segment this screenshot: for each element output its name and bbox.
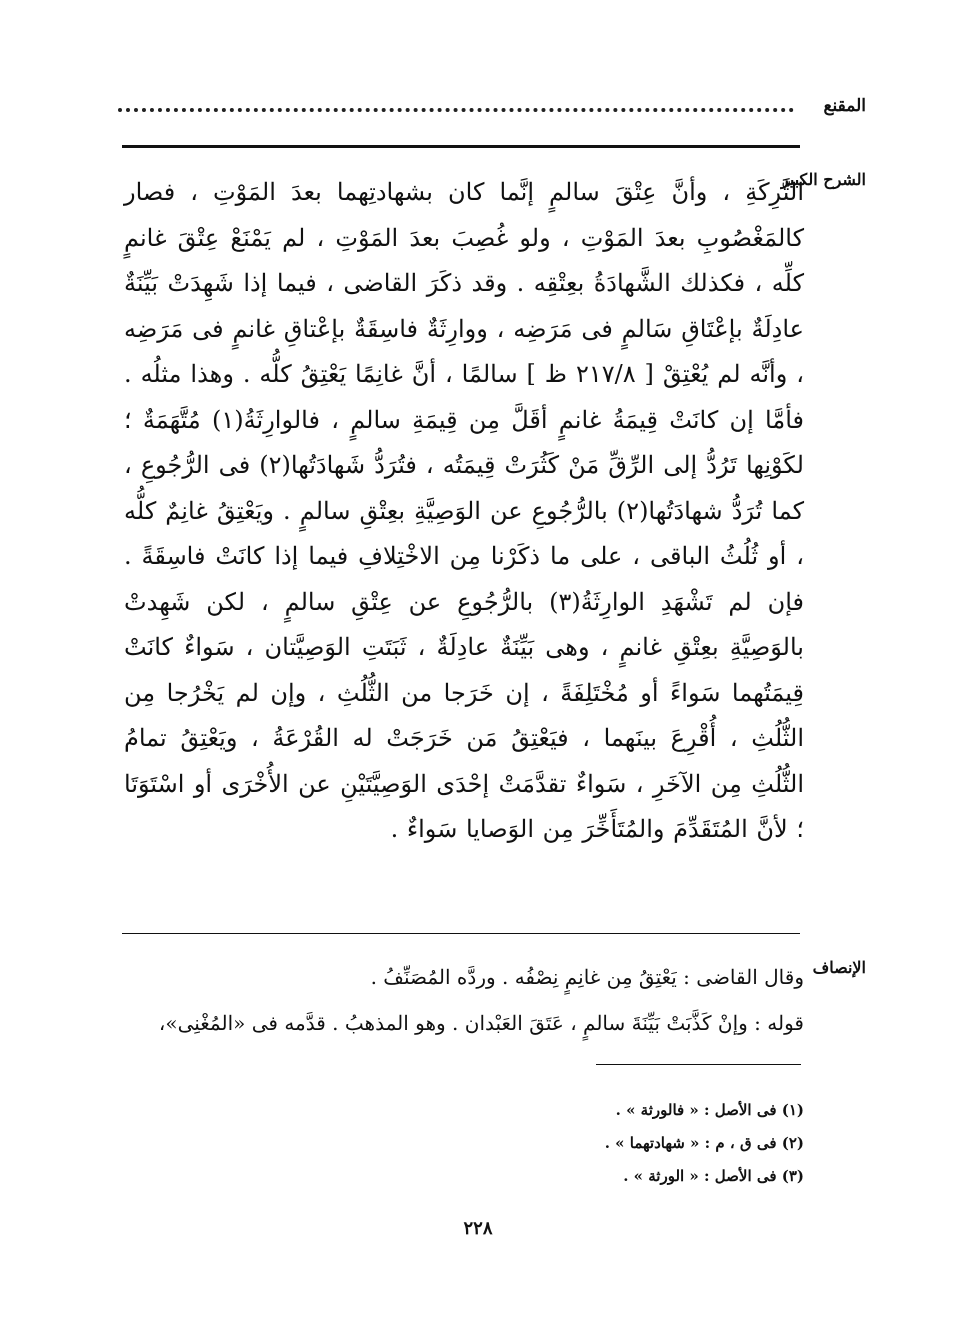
page-number: ٢٢٨	[463, 1218, 493, 1239]
footnote-item: (١) فى الأصل : « فالورثة » .	[615, 1101, 804, 1119]
sharh-section-label: الشرح الكبير	[781, 170, 866, 189]
section-divider	[122, 933, 800, 934]
insaf-line: وقال القاضى : يَعْتِقُ مِن غانِمٍ نِصْفُه . وردَّه المُصَنِّفُ .	[370, 965, 804, 989]
footnotes	[400, 1094, 804, 1193]
header-dotted-rule	[118, 108, 794, 112]
insaf-text	[124, 954, 804, 1046]
footnote-item: (٢) فى ق ، م : « شهادتهما » .	[604, 1134, 804, 1152]
insaf-line: قوله : وإنْ كَذَّبَتْ بَيِّنَةَ سالمٍ ، عَتَقَ العَبْدان . وهو المذهبُ . قدَّمه فى «المُغْنِى»،	[158, 1011, 804, 1035]
header-rule	[122, 145, 800, 148]
footnote-item: (٣) فى الأصل : « الورثة » .	[623, 1167, 804, 1185]
main-paragraph: التَّرِكَةِ ، وأنَّ عِتْقَ سالمٍ إنَّما كان بشهادتِهما بعدَ المَوْتِ ، فصار كالمَغْصُوبِ بعدَ المَوْتِ ، ولو غُصِبَ بعدَ المَوْتِ ، لم يَمْنَعْ عِتْقَ غانمٍ كلِّه ، فكذلك الشَّهادَةُ بعِتْقِه . وقد ذكَرَ القاضى ، فيما إذا شَهِدَتْ بَيِّنَةٌ عادِلَةٌ بإعْتَاقِ سَالمٍ فى مَرَضِه ، ووارِثَةٌ فاسِقَةٌ بإعْتاقِ غانمٍ فى مَرَضِه ، وأنَّه لم يُعْتِقْ [ ٢١٧/٨ ظ ] سالمًا ، أنَّ غانِمًا يَعْتِقُ كلُّه . وهذا مثلُه . فأمَّا إن كانَتْ قِيمَةُ غانمٍ أقَلَّ مِن قِيمَةِ سالمٍ ، فالوارِثَةُ(١) مُتَّهَمَةٌ ؛ لكَوْنِها تَرُدُّ إلى الرِّقِّ مَنْ كَثُرَتْ قِيمَتُه ، فتُرَدُّ شَهادَتُها(٢) فى الرُّجُوعِ ، كما تُرَدُّ شهادَتُها(٢) بالرُّجُوعِ عن الوَصِيَّةِ بعِتْقِ سالمٍ . ويَعْتِقُ غانِمٌ كلُّه ، أو ثُلُثُ الباقى ، على ما ذكَرْنا مِن الاخْتِلافِ فيما إذا كانَتْ فاسِقَةً . فإن لم تَشْهَدِ الوارِثَةُ(٣) بالرُّجُوعِ عن عِتْقِ سالمٍ ، لكن شَهِدتْ بالوَصِيَّةِ بعِتْقِ غانمٍ ، وهى بَيِّنَةٌ عادِلَةٌ ، ثَبَتَتِ الوَصِيَّتان ، سَواءٌ كانَتْ قِيمَتُهما سَواءً أو مُخْتَلِفَةً ، إن خَرَجا من الثُّلُثِ ، وإن لم يَخْرُجا مِن الثُّلُثِ ، أُقْرِعَ بينَهما ، فيَعْتِقُ مَن خَرَجَتْ له القُرْعَةُ ، ويَعْتِقُ تمامُ الثُّلُثِ مِن الآخَرِ ، سَواءٌ تقدَّمَتْ إحْدَى الوَصِيَّتَيْنِ عن الأُخْرَى أو اسْتَوَتَا ؛ لأنَّ المُتَقَدِّمَ والمُتَأَخِّرَ مِن الوَصايا سَواءٌ .	[124, 178, 805, 843]
insaf-section-label: الإنصاف	[812, 958, 866, 977]
running-header-title: المقنع	[823, 96, 866, 116]
footnote-rule	[596, 1064, 801, 1065]
main-commentary-text	[124, 170, 804, 853]
